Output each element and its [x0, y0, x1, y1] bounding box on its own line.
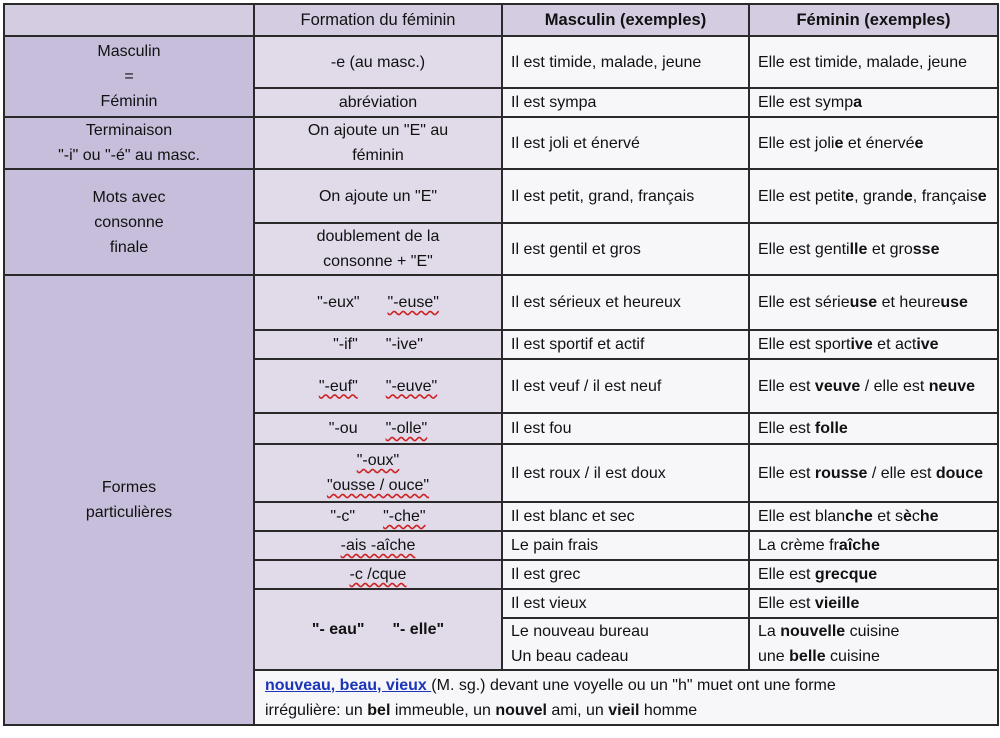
- masculin-example: Il est sympa: [502, 88, 749, 117]
- formation-cell: "-c" "-che": [254, 502, 502, 531]
- feminin-example: Elle est rousse / elle est douce: [749, 444, 998, 502]
- feminin-example: Elle est vieille: [749, 589, 998, 618]
- formation-cell: abréviation: [254, 88, 502, 117]
- table-row: [4, 36, 998, 88]
- category-masc-eq-fem: [4, 36, 254, 117]
- formation-cell: doublement de la consonne + "E": [254, 223, 502, 275]
- feminin-example: Elle est sympa: [749, 88, 998, 117]
- masculin-example: Il est sérieux et heureux: [502, 275, 749, 330]
- masculin-example: Il est gentil et gros: [502, 223, 749, 275]
- table-row: [4, 169, 998, 223]
- formation-cell: "-eux" "-euse": [254, 275, 502, 330]
- header-row: [4, 4, 998, 36]
- masculin-example: Il est veuf / il est neuf: [502, 359, 749, 413]
- category-label: Masculin: [97, 43, 161, 60]
- masculin-example: Il est fou: [502, 413, 749, 444]
- formation-cell: On ajoute un "E" au féminin: [254, 117, 502, 169]
- category-label: particulières: [85, 504, 173, 521]
- feminin-example: Elle est folle: [749, 413, 998, 444]
- table-row: [4, 117, 998, 169]
- category-label: =: [124, 68, 134, 85]
- note-link[interactable]: nouveau, beau, vieux: [265, 676, 432, 694]
- category-label: Formes: [101, 479, 157, 496]
- header-formation: Formation du féminin: [254, 4, 502, 36]
- masculin-example: Il est blanc et sec: [502, 502, 749, 531]
- formation-cell: "-euf" "-euve": [254, 359, 502, 413]
- header-blank-cell: [4, 4, 254, 36]
- formation-cell: "- eau" "- elle": [254, 589, 502, 670]
- feminin-example: Elle est petite, grande, française: [749, 169, 998, 223]
- feminin-example: Elle est sérieuse et heureuse: [749, 275, 998, 330]
- category-label: Féminin: [100, 93, 158, 110]
- feminin-example: La nouvelle cuisine une belle cuisine: [749, 618, 998, 670]
- category-label: Mots avec: [92, 188, 166, 206]
- feminin-example: Elle est blanche et sèche: [749, 502, 998, 531]
- formation-cell: -c /cque: [254, 560, 502, 589]
- masculin-example: Il est sportif et actif: [502, 330, 749, 359]
- category-label: consonne: [94, 213, 164, 231]
- masculin-example: Il est vieux: [502, 589, 749, 618]
- masculin-example: Il est grec: [502, 560, 749, 589]
- formation-cell: "-ou "-olle": [254, 413, 502, 444]
- feminin-example: Elle est grecque: [749, 560, 998, 589]
- masculin-example: Le pain frais: [502, 531, 749, 560]
- masculin-example: Il est petit, grand, français: [502, 169, 749, 223]
- grammar-table-container: [3, 3, 997, 726]
- formation-cell: On ajoute un "E": [254, 169, 502, 223]
- feminine-formation-table: [3, 3, 999, 726]
- feminin-example: Elle est veuve / elle est neuve: [749, 359, 998, 413]
- header-feminin: Féminin (exemples): [749, 4, 998, 36]
- formation-cell: "-oux" "ousse / ouce": [254, 444, 502, 502]
- category-formes-particulieres: [4, 275, 254, 725]
- feminin-example: Elle est gentille et grosse: [749, 223, 998, 275]
- category-consonne-finale: [4, 169, 254, 275]
- header-masculin: Masculin (exemples): [502, 4, 749, 36]
- category-terminaison: [4, 117, 254, 169]
- category-label: "-i" ou "-é" au masc.: [58, 147, 200, 164]
- feminin-example: Elle est sportive et active: [749, 330, 998, 359]
- formation-cell: "-if" "-ive": [254, 330, 502, 359]
- category-label: Terminaison: [85, 122, 173, 139]
- masculin-example: Le nouveau bureau Un beau cadeau: [502, 618, 749, 670]
- formation-cell: -ais -aîche: [254, 531, 502, 560]
- feminin-example: La crème fraîche: [749, 531, 998, 560]
- masculin-example: Il est roux / il est doux: [502, 444, 749, 502]
- feminin-example: Elle est jolie et énervée: [749, 117, 998, 169]
- table-row: [4, 275, 998, 330]
- note-cell: nouveau, beau, vieux (M. sg.) devant une voyelle ou un "h" muet ont une forme irrégulière: un bel immeuble, un nouvel ami, un vieil homme: [254, 670, 998, 725]
- formation-cell: -e (au masc.): [254, 36, 502, 88]
- feminin-example: Elle est timide, malade, jeune: [749, 36, 998, 88]
- masculin-example: Il est joli et énervé: [502, 117, 749, 169]
- category-label: finale: [109, 238, 149, 256]
- masculin-example: Il est timide, malade, jeune: [502, 36, 749, 88]
